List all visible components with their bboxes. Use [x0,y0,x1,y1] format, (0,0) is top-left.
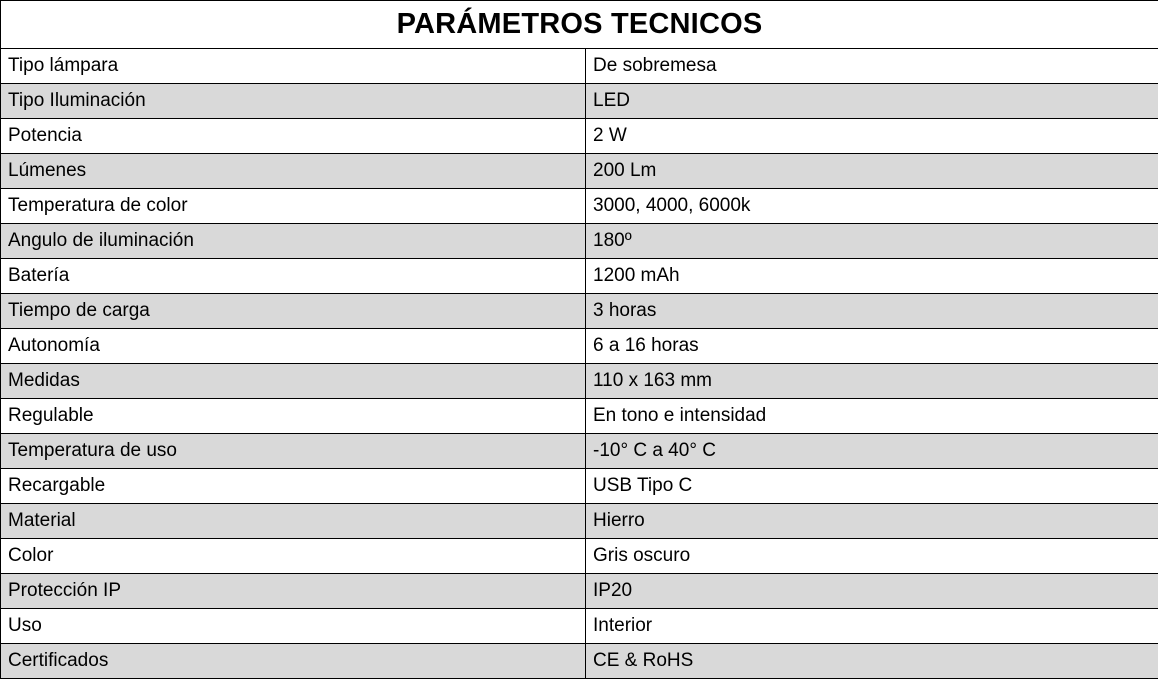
table-row [1,644,1158,679]
row-label: Regulable [1,399,586,434]
row-value: Hierro [586,504,1158,539]
row-label: Tiempo de carga [1,294,586,329]
row-value: 200 Lm [586,154,1158,189]
row-label: Protección IP [1,574,586,609]
row-label: Tipo lámpara [1,49,586,84]
row-value: IP20 [586,574,1158,609]
row-label: Material [1,504,586,539]
table-row [1,504,1158,539]
table-row [1,469,1158,504]
table-row [1,259,1158,294]
row-label: Certificados [1,644,586,679]
row-label: Lúmenes [1,154,586,189]
table-row [1,119,1158,154]
row-label: Uso [1,609,586,644]
row-label: Potencia [1,119,586,154]
table-row [1,224,1158,259]
row-value: 3 horas [586,294,1158,329]
row-value: USB Tipo C [586,469,1158,504]
table-row [1,609,1158,644]
row-label: Color [1,539,586,574]
row-value: Interior [586,609,1158,644]
row-label: Batería [1,259,586,294]
table-row [1,329,1158,364]
row-value: LED [586,84,1158,119]
row-label: Angulo de iluminación [1,224,586,259]
row-value: 110 x 163 mm [586,364,1158,399]
row-label: Tipo Iluminación [1,84,586,119]
table-row [1,154,1158,189]
specs-header-row [1,1,1158,49]
table-row [1,539,1158,574]
row-label: Temperatura de uso [1,434,586,469]
row-value: 1200 mAh [586,259,1158,294]
table-row [1,49,1158,84]
row-label: Recargable [1,469,586,504]
row-label: Medidas [1,364,586,399]
row-value: De sobremesa [586,49,1158,84]
row-value: CE & RoHS [586,644,1158,679]
row-value: 6 a 16 horas [586,329,1158,364]
table-row [1,84,1158,119]
table-row [1,399,1158,434]
table-row [1,364,1158,399]
table-row [1,574,1158,609]
row-value: En tono e intensidad [586,399,1158,434]
row-value: 180º [586,224,1158,259]
table-row [1,434,1158,469]
table-row [1,294,1158,329]
row-value: 3000, 4000, 6000k [586,189,1158,224]
row-value: Gris oscuro [586,539,1158,574]
table-row [1,189,1158,224]
row-label: Temperatura de color [1,189,586,224]
row-value: -10° C a 40° C [586,434,1158,469]
specs-title: PARÁMETROS TECNICOS [1,1,1158,49]
row-label: Autonomía [1,329,586,364]
row-value: 2 W [586,119,1158,154]
specs-body [1,49,1158,679]
